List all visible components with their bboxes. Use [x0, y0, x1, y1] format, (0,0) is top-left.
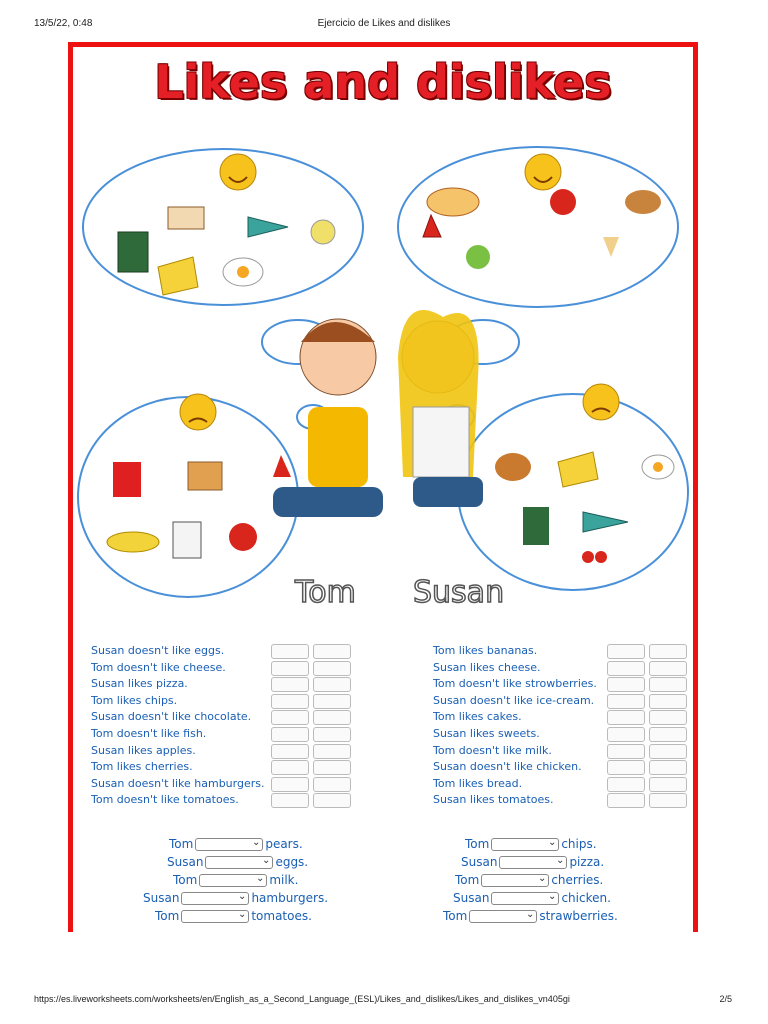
- statement: Tom doesn't like milk.: [433, 743, 552, 757]
- sentence-food: pizza.: [569, 855, 605, 869]
- sentence-food: hamburgers.: [251, 891, 329, 905]
- sentence-food: eggs.: [275, 855, 309, 869]
- statement: Tom doesn't like tomatoes.: [91, 793, 239, 807]
- statement: Tom likes bananas.: [433, 644, 538, 657]
- worksheet: [68, 42, 698, 932]
- answer-box[interactable]: [271, 661, 309, 676]
- sentence-name: Tom: [169, 837, 194, 851]
- answer-box[interactable]: [649, 710, 687, 725]
- print-header: [0, 14, 768, 30]
- answer-box[interactable]: [607, 727, 645, 742]
- answer-box[interactable]: [607, 644, 645, 659]
- statement: Susan likes tomatoes.: [433, 793, 554, 807]
- sentence-name: Tom: [465, 837, 490, 851]
- girl-character: [398, 310, 483, 507]
- answer-dropdown[interactable]: [205, 856, 273, 869]
- angry-emoji-icon: [583, 384, 619, 420]
- answer-dropdown[interactable]: [195, 838, 263, 851]
- answer-box[interactable]: [649, 727, 687, 742]
- answer-box[interactable]: [271, 694, 309, 709]
- answer-box[interactable]: [271, 760, 309, 775]
- statement: Tom likes bread.: [433, 776, 523, 790]
- statement: Tom doesn't like strowberries.: [433, 677, 597, 691]
- sentence-name: Susan: [167, 855, 204, 869]
- answer-box[interactable]: [271, 793, 309, 808]
- statement: Susan likes apples.: [91, 743, 196, 757]
- answer-box[interactable]: [313, 760, 351, 775]
- answer-box[interactable]: [271, 727, 309, 742]
- sentence-name: Tom: [155, 909, 180, 923]
- right-sentences: [443, 835, 618, 925]
- illustration: [73, 117, 693, 617]
- statement: Tom likes cherries.: [91, 760, 193, 774]
- statement: Susan doesn't like ice-cream.: [433, 693, 595, 707]
- answer-box[interactable]: [313, 727, 351, 742]
- answer-box[interactable]: [649, 760, 687, 775]
- answer-dropdown[interactable]: [491, 892, 559, 905]
- statement: Susan doesn't like chocolate.: [91, 710, 252, 724]
- sentence-name: Tom: [173, 873, 198, 887]
- sentence-food: chicken.: [561, 891, 611, 905]
- happy-emoji-icon: [525, 154, 561, 190]
- answer-box[interactable]: [313, 744, 351, 759]
- answer-dropdown[interactable]: [491, 838, 559, 851]
- answer-dropdown[interactable]: [481, 874, 549, 887]
- answer-box[interactable]: [271, 777, 309, 792]
- left-statements-list: [91, 643, 264, 809]
- sentence-food: milk.: [269, 873, 299, 887]
- sentence-food: chips.: [561, 837, 597, 851]
- dislikes-cloud-susan: [458, 394, 688, 590]
- print-date: 13/5/22, 0:48: [34, 18, 93, 29]
- boy-name-label: Tom: [295, 575, 356, 610]
- sentence-food: pears.: [265, 837, 303, 851]
- answer-box[interactable]: [649, 694, 687, 709]
- answer-box[interactable]: [313, 710, 351, 725]
- left-sentences: [143, 835, 328, 925]
- left-answer-boxes: [271, 644, 351, 810]
- statement: Susan likes cheese.: [433, 660, 541, 674]
- right-answer-boxes: [607, 644, 687, 810]
- sentence-food: cherries.: [551, 873, 604, 887]
- answer-box[interactable]: [271, 677, 309, 692]
- happy-emoji-icon: [220, 154, 256, 190]
- answer-box[interactable]: [649, 661, 687, 676]
- answer-box[interactable]: [649, 777, 687, 792]
- answer-box[interactable]: [271, 710, 309, 725]
- statement: Susan doesn't like eggs.: [91, 644, 225, 657]
- sentence-food: tomatoes.: [251, 909, 312, 923]
- statement: Tom doesn't like cheese.: [91, 660, 226, 674]
- answer-box[interactable]: [271, 644, 309, 659]
- answer-dropdown[interactable]: [199, 874, 267, 887]
- answer-box[interactable]: [607, 793, 645, 808]
- answer-box[interactable]: [313, 644, 351, 659]
- answer-box[interactable]: [607, 710, 645, 725]
- answer-box[interactable]: [313, 793, 351, 808]
- angry-emoji-icon: [180, 394, 216, 430]
- answer-dropdown[interactable]: [499, 856, 567, 869]
- answer-box[interactable]: [313, 694, 351, 709]
- answer-dropdown[interactable]: [181, 910, 249, 923]
- answer-box[interactable]: [313, 777, 351, 792]
- statement: Susan likes sweets.: [433, 726, 540, 740]
- sentence-name: Tom: [455, 873, 480, 887]
- right-statements-list: [433, 643, 597, 809]
- sentence-name: Tom: [443, 909, 468, 923]
- page-number: 2/5: [719, 994, 732, 1004]
- answer-box[interactable]: [313, 661, 351, 676]
- answer-dropdown[interactable]: [181, 892, 249, 905]
- girl-name-label: Susan: [413, 575, 505, 610]
- sentence-name: Susan: [143, 891, 180, 905]
- statement: Susan likes pizza.: [91, 677, 188, 691]
- answer-box[interactable]: [649, 644, 687, 659]
- answer-box[interactable]: [313, 677, 351, 692]
- answer-box[interactable]: [649, 744, 687, 759]
- answer-box[interactable]: [271, 744, 309, 759]
- statement: Tom doesn't like fish.: [91, 726, 207, 740]
- answer-box[interactable]: [607, 760, 645, 775]
- answer-box[interactable]: [649, 793, 687, 808]
- sentence-name: Susan: [453, 891, 490, 905]
- statement: Tom likes cakes.: [433, 710, 522, 724]
- answer-box[interactable]: [607, 694, 645, 709]
- sentence-food: strawberries.: [539, 909, 618, 923]
- statement: Tom likes chips.: [91, 693, 178, 707]
- answer-dropdown[interactable]: [469, 910, 537, 923]
- print-url: https://es.liveworksheets.com/worksheets/en/English_as_a_Second_Language_(ESL)/Likes_and_dislikes/Likes_and_dislikes_vn405gi: [34, 994, 570, 1004]
- answer-box[interactable]: [649, 677, 687, 692]
- sentence-name: Susan: [461, 855, 498, 869]
- answer-box[interactable]: [607, 661, 645, 676]
- answer-box[interactable]: [607, 677, 645, 692]
- answer-box[interactable]: [607, 744, 645, 759]
- statement: Susan doesn't like hamburgers.: [91, 776, 265, 790]
- worksheet-title: Likes and dislikes: [154, 55, 612, 109]
- statement: Susan doesn't like chicken.: [433, 760, 582, 774]
- print-title: Ejercicio de Likes and dislikes: [317, 18, 451, 29]
- answer-box[interactable]: [607, 777, 645, 792]
